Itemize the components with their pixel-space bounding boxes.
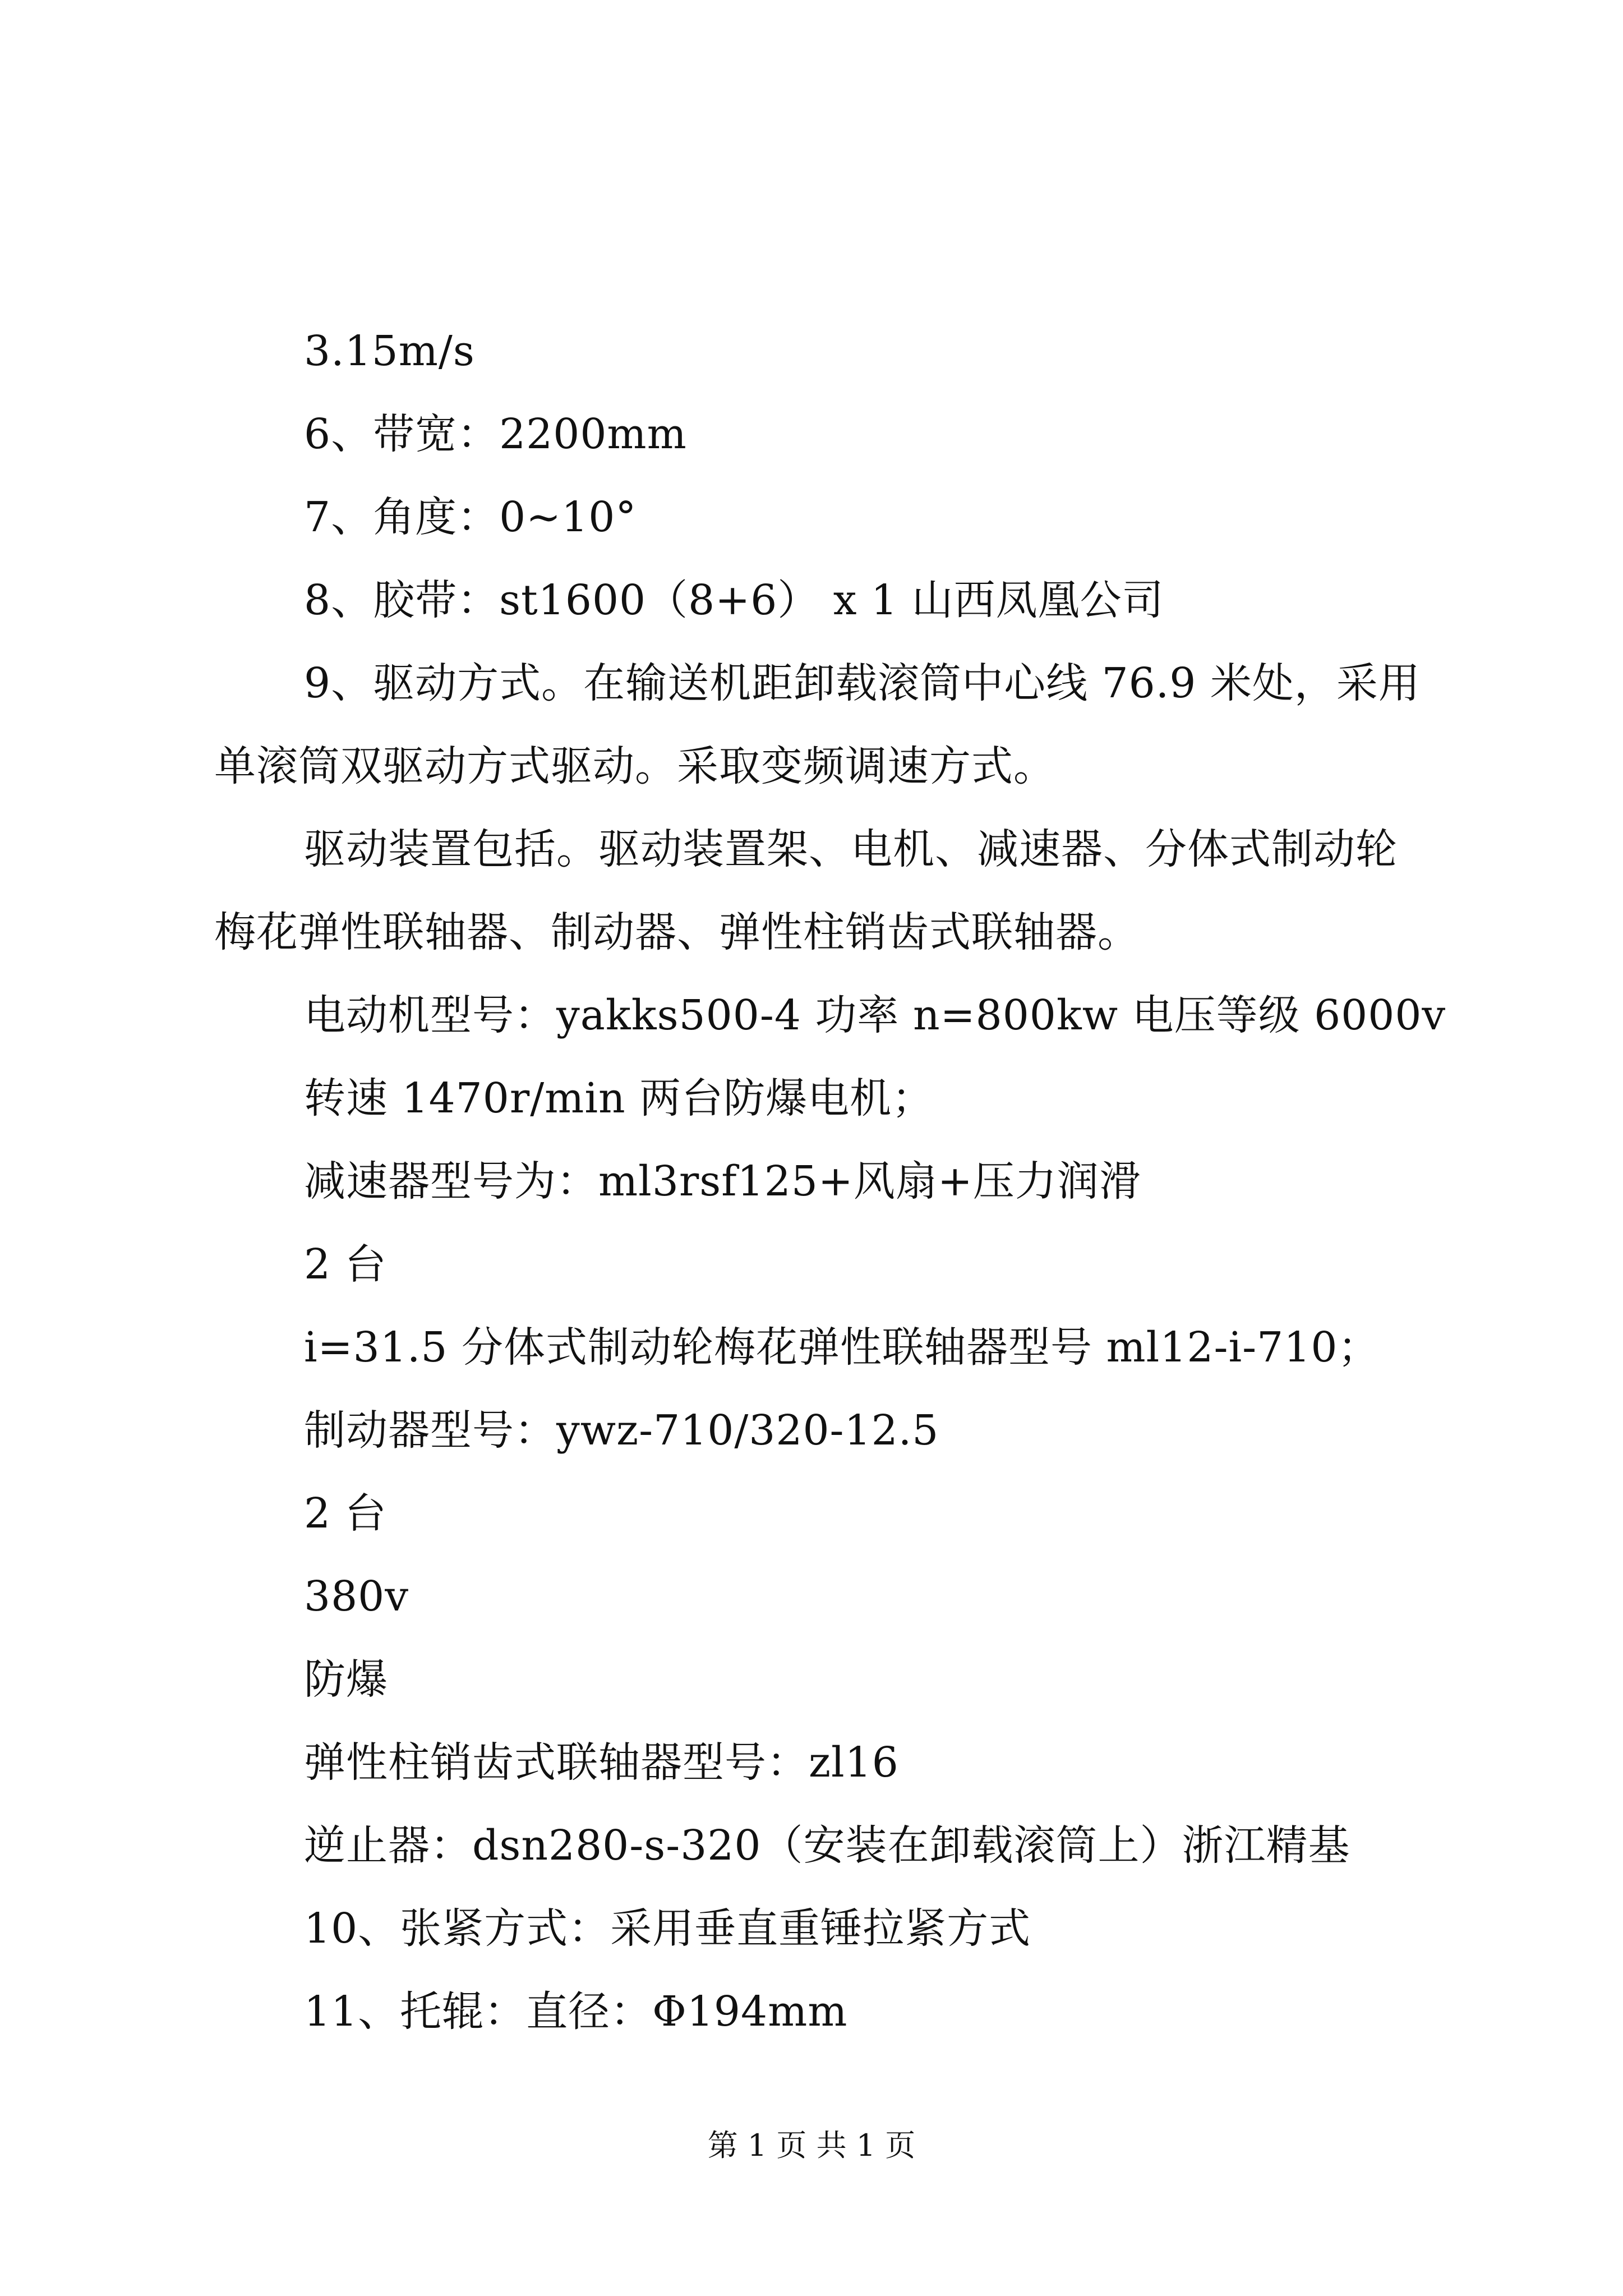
idler-diameter-line: 11、托辊：直径：Φ194mm <box>304 1987 848 2036</box>
belt-width-line: 6、带宽：2200mm <box>304 410 687 458</box>
drive-device-line-2: 梅花弹性联轴器、制动器、弹性柱销齿式联轴器。 <box>214 908 1140 956</box>
coupling-model-line: i=31.5 分体式制动轮梅花弹性联轴器型号 ml12-i-710； <box>304 1323 1380 1372</box>
reducer-model-line: 减速器型号为：ml3rsf125+风扇+压力润滑 <box>304 1157 1141 1205</box>
angle-line: 7、角度：0~10° <box>304 493 637 541</box>
explosion-proof-line: 防爆 <box>304 1655 388 1704</box>
speed-line: 3.15m/s <box>304 327 475 375</box>
drive-method-line-1: 9、驱动方式。在输送机距卸载滚筒中心线 76.9 米处，采用 <box>304 659 1421 707</box>
reducer-count-line: 2 台 <box>304 1240 387 1289</box>
voltage-line: 380v <box>304 1572 409 1621</box>
drive-method-line-2: 单滚筒双驱动方式驱动。采取变频调速方式。 <box>214 742 1055 790</box>
motor-model-line: 电动机型号：yakks500-4 功率 n=800kw 电压等级 6000v <box>304 991 1446 1039</box>
drive-device-line-1: 驱动装置包括。驱动装置架、电机、减速器、分体式制动轮 <box>304 825 1398 873</box>
page-footer: 第 1 页 共 1 页 <box>707 2128 916 2163</box>
brake-count-line: 2 台 <box>304 1489 387 1538</box>
document-body <box>214 310 1446 2053</box>
belt-type-line: 8、胶带：st1600（8+6） x 1 山西凤凰公司 <box>304 576 1164 624</box>
brake-model-line: 制动器型号：ywz-710/320-12.5 <box>304 1406 939 1455</box>
backstop-line: 逆止器：dsn280-s-320（安装在卸载滚筒上）浙江精基 <box>304 1821 1350 1870</box>
tension-method-line: 10、张紧方式：采用垂直重锤拉紧方式 <box>304 1904 1031 1953</box>
pin-coupling-line: 弹性柱销齿式联轴器型号：zl16 <box>304 1738 899 1787</box>
motor-speed-line: 转速 1470r/min 两台防爆电机； <box>304 1074 934 1122</box>
